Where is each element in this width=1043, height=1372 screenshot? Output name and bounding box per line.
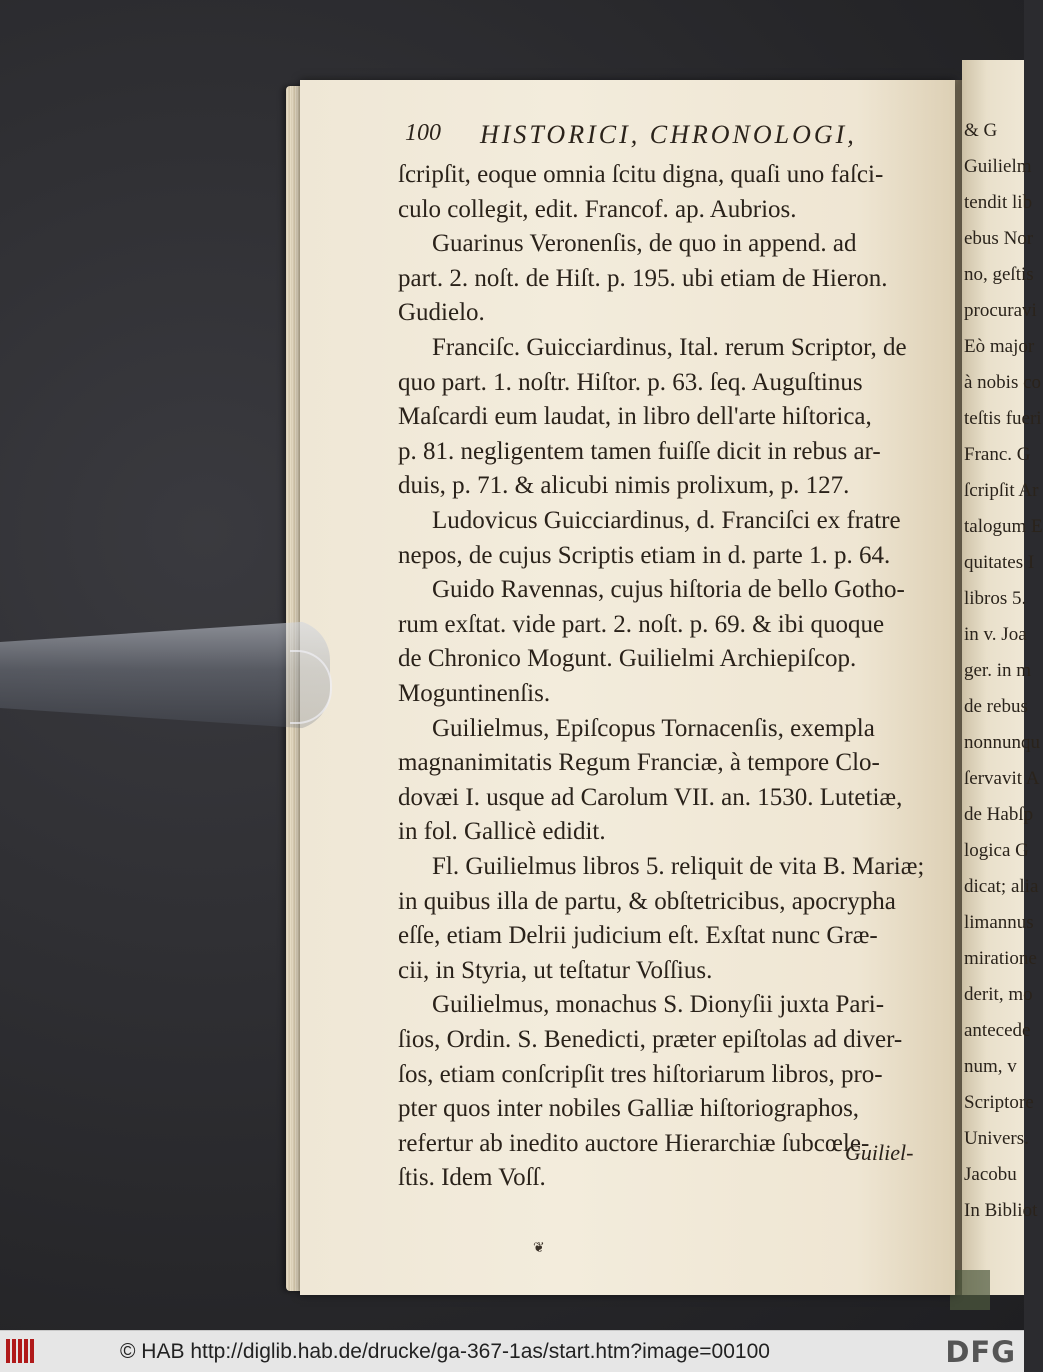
facing-page-line: miratione [964,948,1037,969]
facing-page-line: tendit lib [964,192,1033,213]
facing-page-line: limannus [964,912,1034,933]
facing-page-line: ebus Nor [964,228,1034,249]
text-line: Maſcardi eum laudat, in libro dell'arte hiſtorica, [398,403,872,431]
facing-page-line: libros 5. [964,588,1027,609]
text-line: Guarinus Veronenſis, de quo in append. ad [432,230,857,258]
facing-page-line: Guilielm [964,156,1032,177]
facing-page-line: Univers. [964,1128,1029,1149]
text-line: pter quos inter nobiles Galliæ hiſtoriographos, [398,1095,860,1123]
facing-page-line: Franc. G [964,444,1031,465]
facing-page-line: derit, mo [964,984,1033,1005]
text-line: p. 81. negligentem tamen fuiſſe dicit in rebus ar- [398,437,881,465]
text-line: rum exſtat. vide part. 2. noſt. p. 69. & ibi quoque [398,610,885,638]
facing-page-line: in v. Joa [964,624,1027,645]
text-line: ſtis. Idem Voſſ. [398,1164,546,1192]
text-line: part. 2. noſt. de Hiſt. p. 195. ubi etiam de Hieron. [398,264,888,292]
facing-page-line: quitates I [964,552,1035,573]
facing-page-line: no, geſtis [964,264,1034,285]
facing-page-line: ſervavit A [964,768,1040,789]
text-line: refertur ab inedito auctore Hierarchiæ ſubcœle- [398,1129,870,1157]
text-line: dovæi I. usque ad Carolum VII. an. 1530. Lutetiæ, [398,783,903,811]
facing-page [962,60,1043,1295]
facing-page-line: nonnunqu [964,732,1040,753]
text-line: in quibus illa de partu, & obſtetricibus, apocrypha [398,887,896,915]
facing-page-line: Scriptore [964,1092,1034,1113]
signature-mark: ❦ [533,1240,545,1256]
text-line: Guido Ravennas, cujus hiſtoria de bello Gotho- [432,576,905,604]
facing-page-line: logica G [964,840,1029,861]
text-line: cii, in Styria, ut teſtatur Voſſius. [398,956,713,984]
facing-page-line: à nobis co [964,372,1042,393]
text-line: Gudielo. [398,299,485,327]
facing-page-line: talogum E [964,516,1043,537]
facing-page-line: Jacobu [964,1164,1017,1185]
text-line: ſcripſit, eoque omnia ſcitu digna, quaſi uno faſci- [398,161,884,188]
facing-page-line: In Bibliot [964,1200,1038,1221]
text-line: Moguntinenſis. [398,680,551,707]
facing-page-line: teſtis fueri [964,408,1042,429]
facing-page-line: ſcripſit Ar [964,480,1039,501]
text-line: duis, p. 71. & alicubi nimis prolixum, p. 127. [398,472,850,500]
text-line: in fol. Gallicè edidit. [398,818,606,846]
facing-page-line: dicat; alia [964,876,1039,897]
footer-copyright-link[interactable]: © HAB http://diglib.hab.de/drucke/ga-367-1as/start.htm?image=00100 [120,1340,770,1363]
page-number: 100 [405,120,441,146]
text-line: eſſe, etiam Delrii judicium eſt. Exſtat nunc Græ- [398,922,878,950]
footer-bar [0,1330,1024,1372]
facing-page-line: & G [964,120,998,141]
text-line: Guilielmus, Epiſcopus Tornacenſis, exempla [432,714,875,742]
facing-page-line: Eò major [964,336,1035,357]
running-head-title: HISTORICI, CHRONOLOGI, [480,120,857,149]
facing-page-line: antecede [964,1020,1031,1041]
text-line: culo collegit, edit. Francof. ap. Aubrios. [398,195,797,223]
facing-page-line: procuravi [964,300,1037,321]
text-line: Ludovicus Guicciardinus, d. Franciſci ex fratre [432,507,901,534]
running-head [405,120,925,160]
hab-logo-icon [6,1339,40,1363]
dfg-logo: DFG [945,1335,1016,1369]
text-line: ſos, etiam conſcripſit tres hiſtoriarum libros, pro- [398,1060,883,1088]
text-line: de Chronico Mogunt. Guilielmi Archiepiſcop. [398,645,857,673]
text-line: Fl. Guilielmus libros 5. reliquit de vita B. Mariæ; [432,853,925,880]
text-line: Franciſc. Guicciardinus, Ital. rerum Scriptor, de [432,334,907,361]
facing-page-line: de Habſp [964,804,1034,825]
facing-page-line: de rebus [964,696,1028,717]
facing-page-line: ger. in m [964,660,1032,681]
text-line: nepos, de cujus Scriptis etiam in d. parte 1. p. 64. [398,541,891,569]
text-line: ſios, Ordin. S. Benedicti, præter epiſtolas ad diver- [398,1026,903,1053]
text-line: magnanimitatis Regum Franciæ, à tempore Clo- [398,749,880,777]
facing-page-line: num, v [964,1056,1017,1077]
text-line: Guilielmus, monachus S. Dionyſii juxta Pari- [432,991,885,1019]
text-line: quo part. 1. noſtr. Hiſtor. p. 63. ſeq. Auguſtinus [398,368,863,396]
catchword: Guiliel- [845,1140,914,1165]
binding-cloth [950,1270,990,1310]
